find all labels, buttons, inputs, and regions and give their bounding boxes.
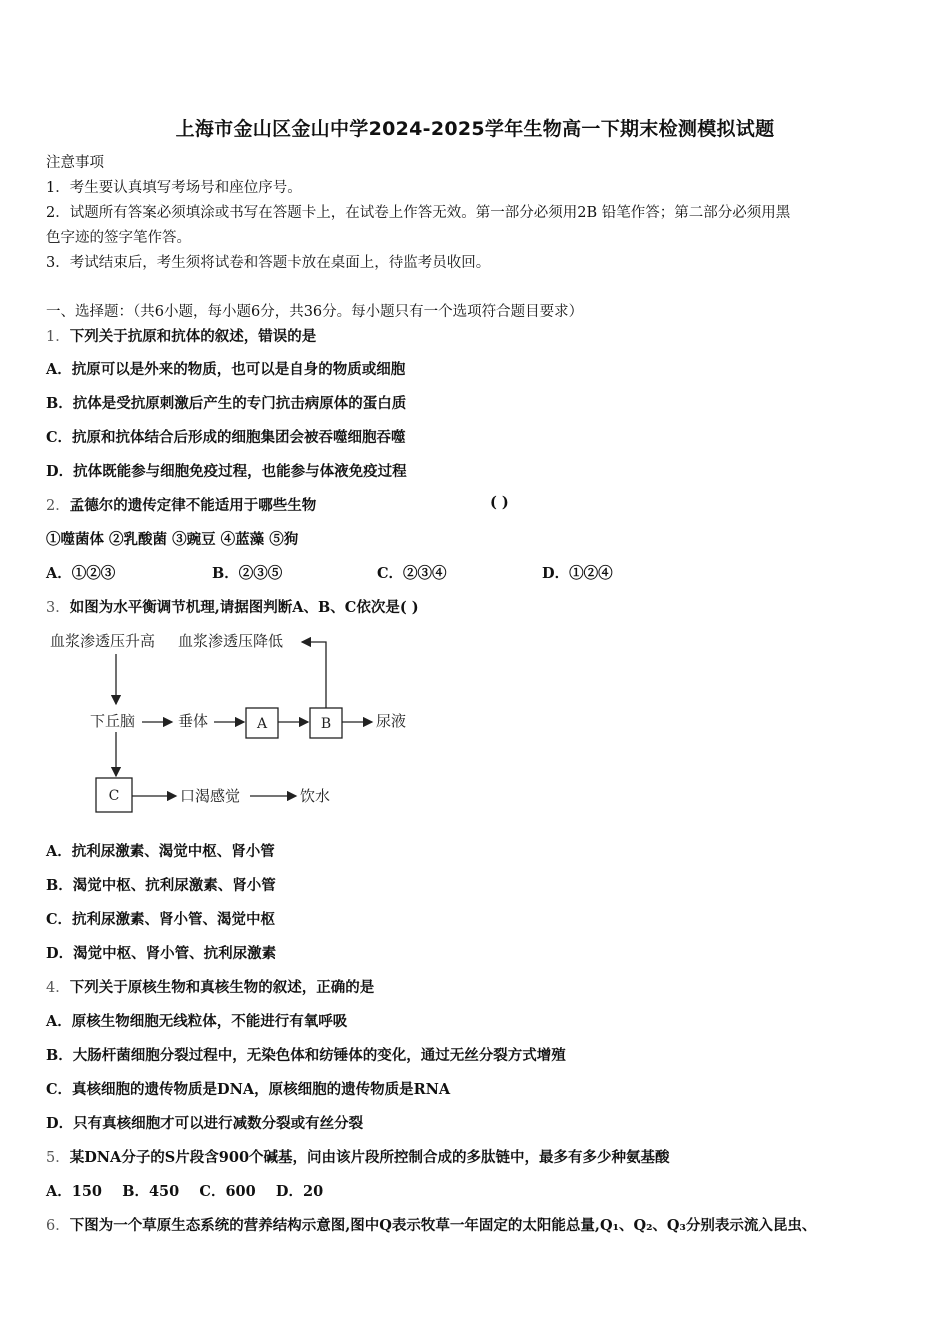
question-number: 2． <box>46 498 70 514</box>
question-5 <box>46 1146 670 1167</box>
question-number: 4． <box>46 980 70 996</box>
question-number: 6． <box>46 1218 70 1234</box>
option-b[interactable]: B．抗体是受抗原刺激后产生的专门抗击病原体的蛋白质 <box>46 395 407 412</box>
notice-item: 2．试题所有答案必须填涂或书写在答题卡上，在试卷上作答无效。第一部分必须用2B 铅笔作答；第二部分必须用黑 <box>46 205 791 221</box>
diagram-node-osmotic-low: 血浆渗透压降低 <box>178 632 284 650</box>
diagram-node-pituitary: 垂体 <box>178 712 209 730</box>
diagram-node-drink: 饮水 <box>300 787 331 805</box>
option-d[interactable]: D．①②④ <box>542 565 613 582</box>
option-a[interactable]: A．抗原可以是外来的物质，也可以是自身的物质或细胞 <box>46 361 406 378</box>
option-d[interactable]: D．只有真核细胞才可以进行减数分裂或有丝分裂 <box>46 1115 364 1132</box>
diagram-node-thirst: 口渴感觉 <box>180 787 241 805</box>
diagram-box-c-label: C <box>108 788 120 804</box>
question-stem: 下列关于原核生物和真核生物的叙述，正确的是 <box>69 979 375 996</box>
option-a[interactable]: A．抗利尿激素、渴觉中枢、肾小管 <box>46 843 275 860</box>
arrow <box>302 642 326 708</box>
question-2 <box>46 494 316 515</box>
notice-item: 1．考生要认真填写考场号和座位序号。 <box>46 180 302 196</box>
option-a[interactable]: A．①②③ <box>46 565 116 582</box>
option-c[interactable]: C．抗原和抗体结合后形成的细胞集团会被吞噬细胞吞噬 <box>46 429 406 446</box>
water-balance-diagram <box>46 622 446 822</box>
answer-blank: ( ) <box>490 494 509 511</box>
option-c[interactable]: C．抗利尿激素、肾小管、渴觉中枢 <box>46 911 276 928</box>
option-d[interactable]: D．抗体既能参与细胞免疫过程，也能参与体液免疫过程 <box>46 463 407 480</box>
notice-heading: 注意事项 <box>46 155 104 171</box>
diagram-node-urine: 尿液 <box>376 712 407 730</box>
notice-item: 3．考试结束后，考生须将试卷和答题卡放在桌面上，待监考员收回。 <box>46 255 491 271</box>
option-c[interactable]: C．真核细胞的遗传物质是DNA，原核细胞的遗传物质是RNA <box>46 1081 451 1098</box>
question-number: 1． <box>46 329 70 345</box>
option-b[interactable]: B．大肠杆菌细胞分裂过程中，无染色体和纺锤体的变化，通过无丝分裂方式增殖 <box>46 1047 566 1064</box>
organism-list: ①噬菌体 ②乳酸菌 ③豌豆 ④蓝藻 ⑤狗 <box>46 531 299 548</box>
question-stem: 下列关于抗原和抗体的叙述，错误的是 <box>69 328 317 345</box>
question-number: 5． <box>46 1150 70 1166</box>
diagram-node-hypothalamus: 下丘脑 <box>90 712 136 730</box>
option-c[interactable]: C．②③④ <box>377 565 447 582</box>
option-a[interactable]: A．原核生物细胞无线粒体，不能进行有氧呼吸 <box>46 1013 348 1030</box>
notice-item: 色字迹的签字笔作答。 <box>46 230 191 246</box>
option-d[interactable]: D．渴觉中枢、肾小管、抗利尿激素 <box>46 945 277 962</box>
question-4 <box>46 976 374 997</box>
q5-options[interactable]: A．150 B．450 C．600 D．20 <box>46 1183 324 1200</box>
question-stem: 孟德尔的遗传定律不能适用于哪些生物 <box>69 497 317 514</box>
question-1 <box>46 325 316 346</box>
page-title: 上海市金山区金山中学2024-2025学年生物高一下期末检测模拟试题 <box>175 118 775 140</box>
diagram-node-osmotic-high: 血浆渗透压升高 <box>50 632 156 650</box>
question-stem: 下图为一个草原生态系统的营养结构示意图,图中Q表示牧草一年固定的太阳能总量,Q₁、Q₂、Q₃分别表示流入昆虫、 <box>69 1217 817 1234</box>
option-b[interactable]: B．渴觉中枢、抗利尿激素、肾小管 <box>46 877 276 894</box>
question-stem: 如图为水平衡调节机理,请据图判断A、B、C依次是( ) <box>69 599 419 616</box>
section-heading: 一、选择题：（共6小题，每小题6分，共36分。每小题只有一个选项符合题目要求） <box>46 304 584 320</box>
question-number: 3． <box>46 600 70 616</box>
question-3 <box>46 596 419 617</box>
question-stem: 某DNA分子的S片段含900个碱基，问由该片段所控制合成的多肽链中，最多有多少种氨基酸 <box>69 1149 670 1166</box>
question-6 <box>46 1214 816 1235</box>
option-b[interactable]: B．②③⑤ <box>212 565 283 582</box>
diagram-box-b-label: B <box>320 716 332 732</box>
diagram-box-a-label: A <box>256 716 268 732</box>
